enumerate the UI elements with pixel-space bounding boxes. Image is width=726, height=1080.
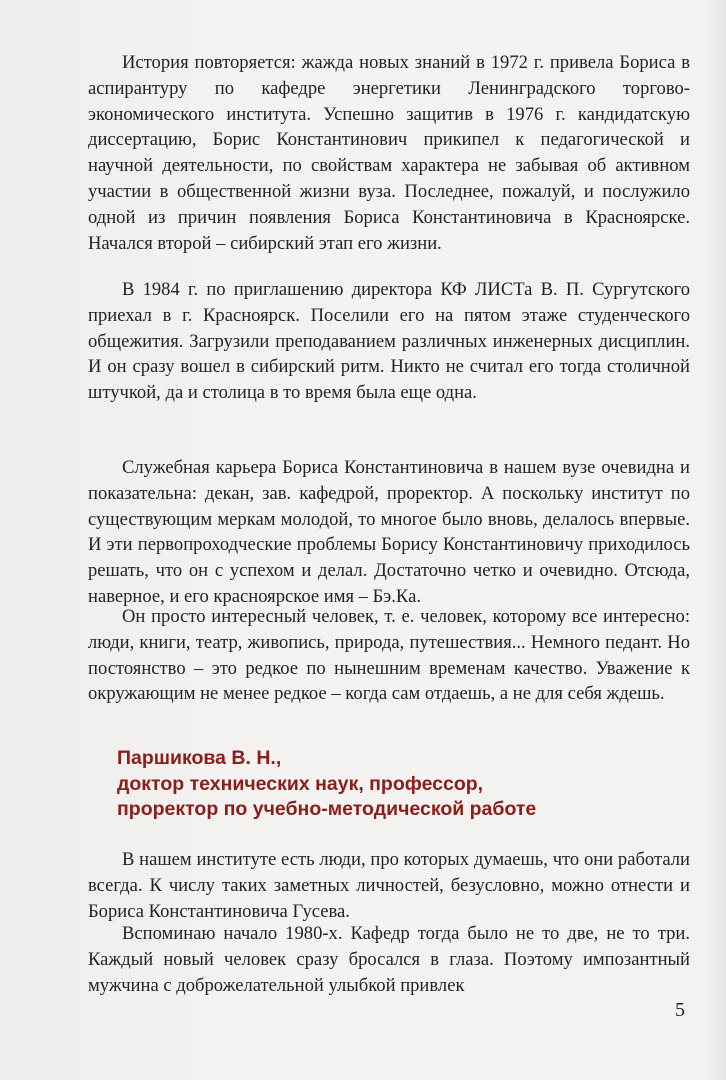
author-name: Паршикова В. Н., [117,747,282,769]
author-heading [117,746,677,823]
page-number: 5 [675,999,685,1021]
paragraph-history: История повторяется: жажда новых знаний в 1972 г. привела Бориса в аспирантуру по кафедре энергетики Ленинградского торгово-экономического института. Успешно защитив в 1976 г. кандидатскую диссертацию, Борис Константинович прикипел к педагогической и научной деятельности, по свойствам характера не забывая об активном участии в общественной жизни вуза. Последнее, пожалуй, и послужило одной из причин появления Бориса Константиновича в Красноярске. Начался второй – сибирский этап его жизни. [88,52,690,254]
paragraph-1980s: Вспоминаю начало 1980-х. Кафедр тогда было не то две, не то три. Каждый новый человек сразу бросался в глаза. Поэтому импозантный мужчина с доброжелательной улыбкой привлек [88,923,690,996]
page-edge-shadow [704,0,726,1080]
paragraph-personality: Он просто интересный человек, т. е. человек, которому все интересно: люди, книги, театр, живопись, природа, путешествия... Немного педант. Но постоянство – это редкое по нынешним временам качество. Уважение к окружающим не менее редкое – когда сам отдаешь, а не для себя ждешь. [88,606,690,705]
paragraph-institute-people: В нашем институте есть люди, про которых думаешь, что они работали всегда. К числу таких заметных личностей, безусловно, можно отнести и Бориса Константиновича Гусева. [88,849,690,922]
author-degree: доктор технических наук, профессор, [117,772,484,795]
author-position: проректор по учебно-методической работе [117,798,537,820]
paragraph-1984: В 1984 г. по приглашению директора КФ ЛИСТа В. П. Сургутского приехал в г. Красноярск. Поселили его на пятом этаже студенческого общежития. Загрузили преподаванием различных инженерных дисциплин. И он сразу вошел в сибирский ритм. Никто не считал его тогда столичной штучкой, да и столица в то время была еще одна. [88,279,690,404]
paragraph-career: Служебная карьера Бориса Константиновича в нашем вузе очевидна и показательна: декан, зав. кафедрой, проректор. А поскольку институт по существующим меркам молодой, то многое было вновь, делалось впервые. И эти первопроходческие проблемы Борису Константиновичу приходилось решать, что он с успехом и делал. Достаточно четко и очевидно. Отсюда, наверное, и его красноярское имя – Бэ.Ка. [88,457,690,607]
